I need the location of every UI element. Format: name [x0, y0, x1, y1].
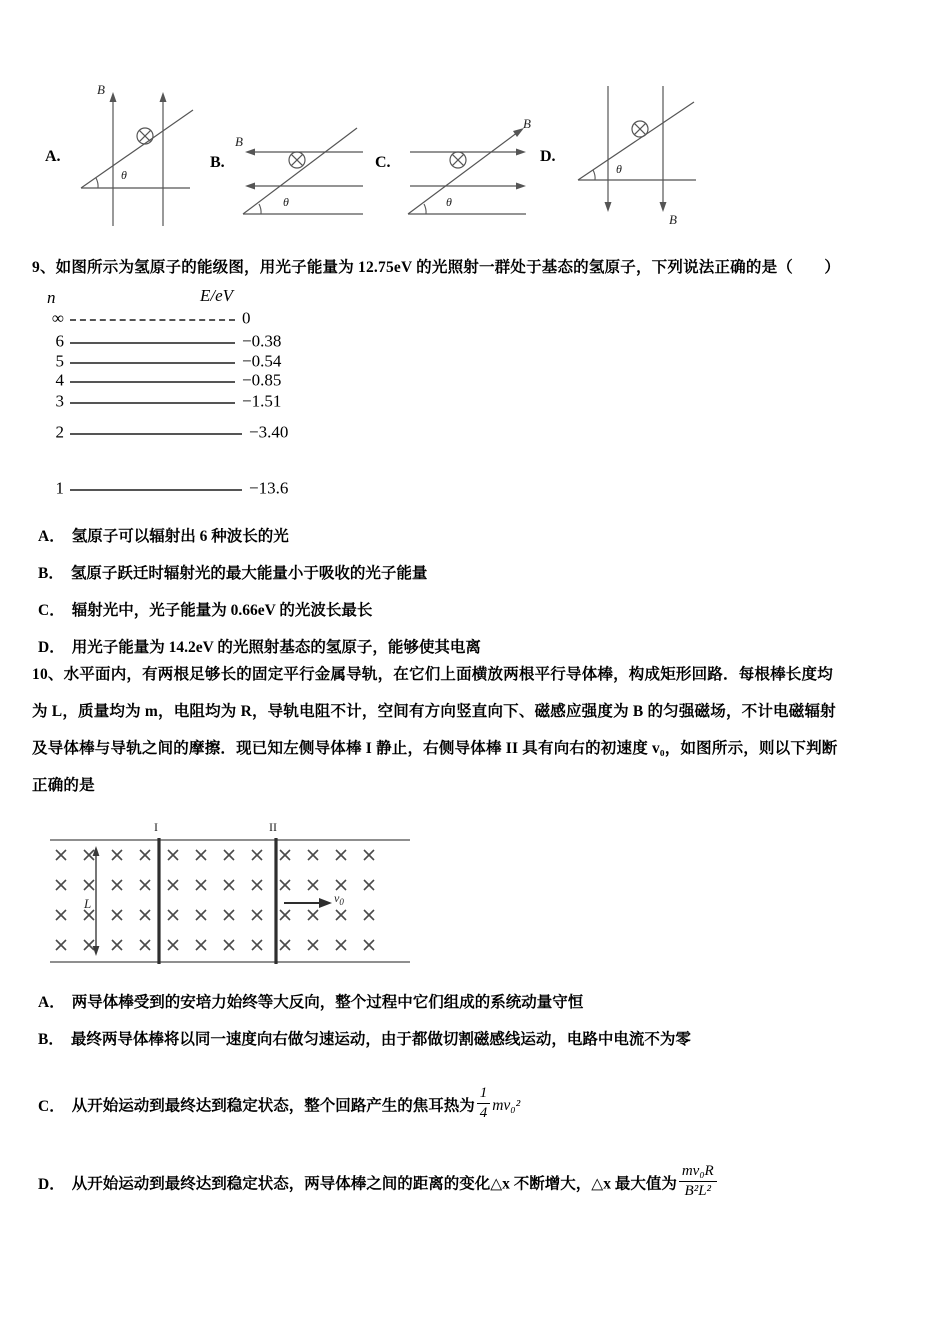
option-letter: A．: [38, 994, 65, 1011]
figure-option-c: [370, 116, 535, 231]
svg-text:θ: θ: [446, 195, 452, 209]
fraction-denominator: 4: [479, 1105, 488, 1122]
energy-level-line: [70, 362, 235, 364]
energy-level-value: −0.54: [242, 351, 282, 371]
question-10-option-b: [38, 1030, 691, 1049]
figure-option-c-drawing: [400, 116, 540, 228]
question-10-stem-line-2: 为 L，质量均为 m，电阻均为 R，导轨电阻不计，空间有方向竖直向下、磁感应强度为 B 的匀强磁场，不计电磁辐射: [32, 703, 836, 720]
energy-level-line: [70, 342, 235, 344]
option-text-part3: x 最大值为: [603, 1175, 677, 1193]
figure-option-a: [40, 78, 205, 228]
question-10-stem-line-4: 正确的是: [32, 777, 95, 794]
rails-circuit-drawing: [44, 818, 416, 984]
question-9-option-a: [38, 527, 289, 546]
energy-level-value: −13.6: [249, 478, 289, 498]
energy-level-row: [55, 370, 282, 390]
energy-level-line: [70, 381, 235, 383]
figure-option-c-label: C.: [375, 154, 391, 171]
energy-level-line: [70, 489, 242, 491]
option-letter: C．: [38, 1097, 65, 1115]
figure-option-a-drawing: [68, 78, 203, 228]
energy-level-n: 5: [55, 351, 64, 371]
option-d-fraction: [679, 1163, 717, 1201]
option-text: 从开始运动到最终达到稳定状态，整个回路产生的焦耳热为: [71, 1097, 475, 1115]
energy-level-row: [55, 478, 289, 498]
option-letter: C．: [38, 602, 65, 619]
energy-diagram-n-axis-label: n: [47, 288, 56, 307]
svg-text:II: II: [269, 820, 277, 834]
question-10-stem-line-3: 及导体棒与导轨之间的摩擦．现已知左侧导体棒 I 静止，右侧导体棒 II 具有向右的初速度 v₀，如图所示，则以下判断: [32, 740, 838, 757]
fraction-numerator: 1: [477, 1085, 491, 1104]
energy-level-diagram: [47, 286, 338, 504]
svg-text:B: B: [523, 116, 531, 131]
energy-level-n: 6: [55, 331, 64, 351]
question-9-stem: 9、如图所示为氢原子的能级图，用光子能量为 12.75eV 的光照射一群处于基态的氢原子，下列说法正确的是（ ）: [32, 259, 841, 276]
question-9-option-c: [38, 601, 372, 620]
svg-text:B: B: [235, 134, 243, 149]
energy-level-value: 0: [242, 308, 251, 328]
svg-text:I: I: [154, 820, 158, 834]
svg-text:v0: $v_0$: [334, 891, 344, 907]
energy-level-n: ∞: [51, 308, 64, 328]
figure-option-b: [205, 116, 370, 231]
option-text: 氢原子跃迁时辐射光的最大能量小于吸收的光子能量: [70, 565, 428, 582]
energy-level-n: 3: [55, 391, 64, 411]
question-10-stem-line-1: 10、水平面内，有两根足够长的固定平行金属导轨，在它们上面横放两根平行导体棒，构成矩形回路．每根棒长度均: [32, 666, 833, 683]
energy-level-n: 4: [55, 370, 64, 390]
energy-level-row: [55, 422, 289, 442]
svg-text:θ: θ: [616, 162, 622, 176]
option-text: 用光子能量为 14.2eV 的光照射基态的氢原子，能够使其电离: [71, 639, 481, 656]
figure-option-d: [535, 78, 710, 233]
question-10-option-c: [38, 1085, 520, 1123]
energy-diagram-e-axis-label: E/eV: [200, 286, 234, 305]
option-text: 氢原子可以辐射出 6 种波长的光: [71, 528, 289, 545]
question-10-option-d: [38, 1163, 719, 1201]
option-text: 两导体棒受到的安培力始终等大反向，整个过程中它们组成的系统动量守恒: [71, 994, 584, 1011]
energy-level-value: −3.40: [249, 422, 289, 442]
option-letter: B．: [38, 1031, 64, 1048]
figure-option-b-label: B.: [210, 154, 225, 171]
figure-row-field-options: [0, 78, 950, 243]
svg-text:θ: θ: [283, 195, 289, 209]
energy-level-row: [55, 331, 282, 351]
question-10-option-a: [38, 993, 583, 1012]
energy-level-line: [70, 319, 235, 321]
option-text: 最终两导体棒将以同一速度向右做匀速运动，由于都做切割磁感线运动，电路中电流不为零: [70, 1031, 691, 1048]
energy-level-row: [55, 351, 282, 371]
question-9-option-b: [38, 564, 427, 583]
option-letter: B．: [38, 565, 64, 582]
svg-text:B: B: [97, 82, 105, 97]
figure-option-b-drawing: [235, 116, 375, 228]
svg-text:θ: θ: [121, 168, 127, 182]
delta-symbol-2: △: [591, 1175, 604, 1193]
energy-level-value: −0.38: [242, 331, 282, 351]
energy-level-row: [51, 308, 251, 328]
question-9-option-d: [38, 638, 481, 657]
option-letter: D．: [38, 639, 65, 656]
figure-option-a-label: A.: [45, 148, 61, 165]
energy-level-value: −1.51: [242, 391, 282, 411]
svg-text:L: L: [84, 896, 92, 911]
energy-level-n: 1: [55, 478, 64, 498]
option-text-part1: 从开始运动到最终达到稳定状态，两导体棒之间的距离的变化: [71, 1175, 491, 1193]
option-c-fraction: [477, 1085, 491, 1123]
option-letter: A．: [38, 528, 65, 545]
option-text: 辐射光中，光子能量为 0.66eV 的光波长最长: [71, 602, 373, 619]
energy-level-row: [55, 391, 282, 411]
option-letter: D．: [38, 1175, 65, 1193]
figure-option-d-drawing: [568, 78, 708, 230]
rails-circuit-diagram: [44, 818, 416, 984]
delta-symbol-1: △: [490, 1175, 503, 1193]
fraction-numerator: mv₀R: [679, 1163, 717, 1182]
option-text-part2: x 不断增大，: [502, 1175, 592, 1193]
option-c-formula-trailing: mv₀²: [492, 1096, 521, 1114]
fraction-denominator: B²L²: [684, 1183, 712, 1200]
energy-level-n: 2: [55, 422, 64, 442]
svg-text:B: B: [669, 212, 677, 227]
figure-option-d-label: D.: [540, 148, 556, 165]
energy-level-line: [70, 433, 242, 435]
energy-level-line: [70, 402, 235, 404]
energy-level-value: −0.85: [242, 370, 282, 390]
